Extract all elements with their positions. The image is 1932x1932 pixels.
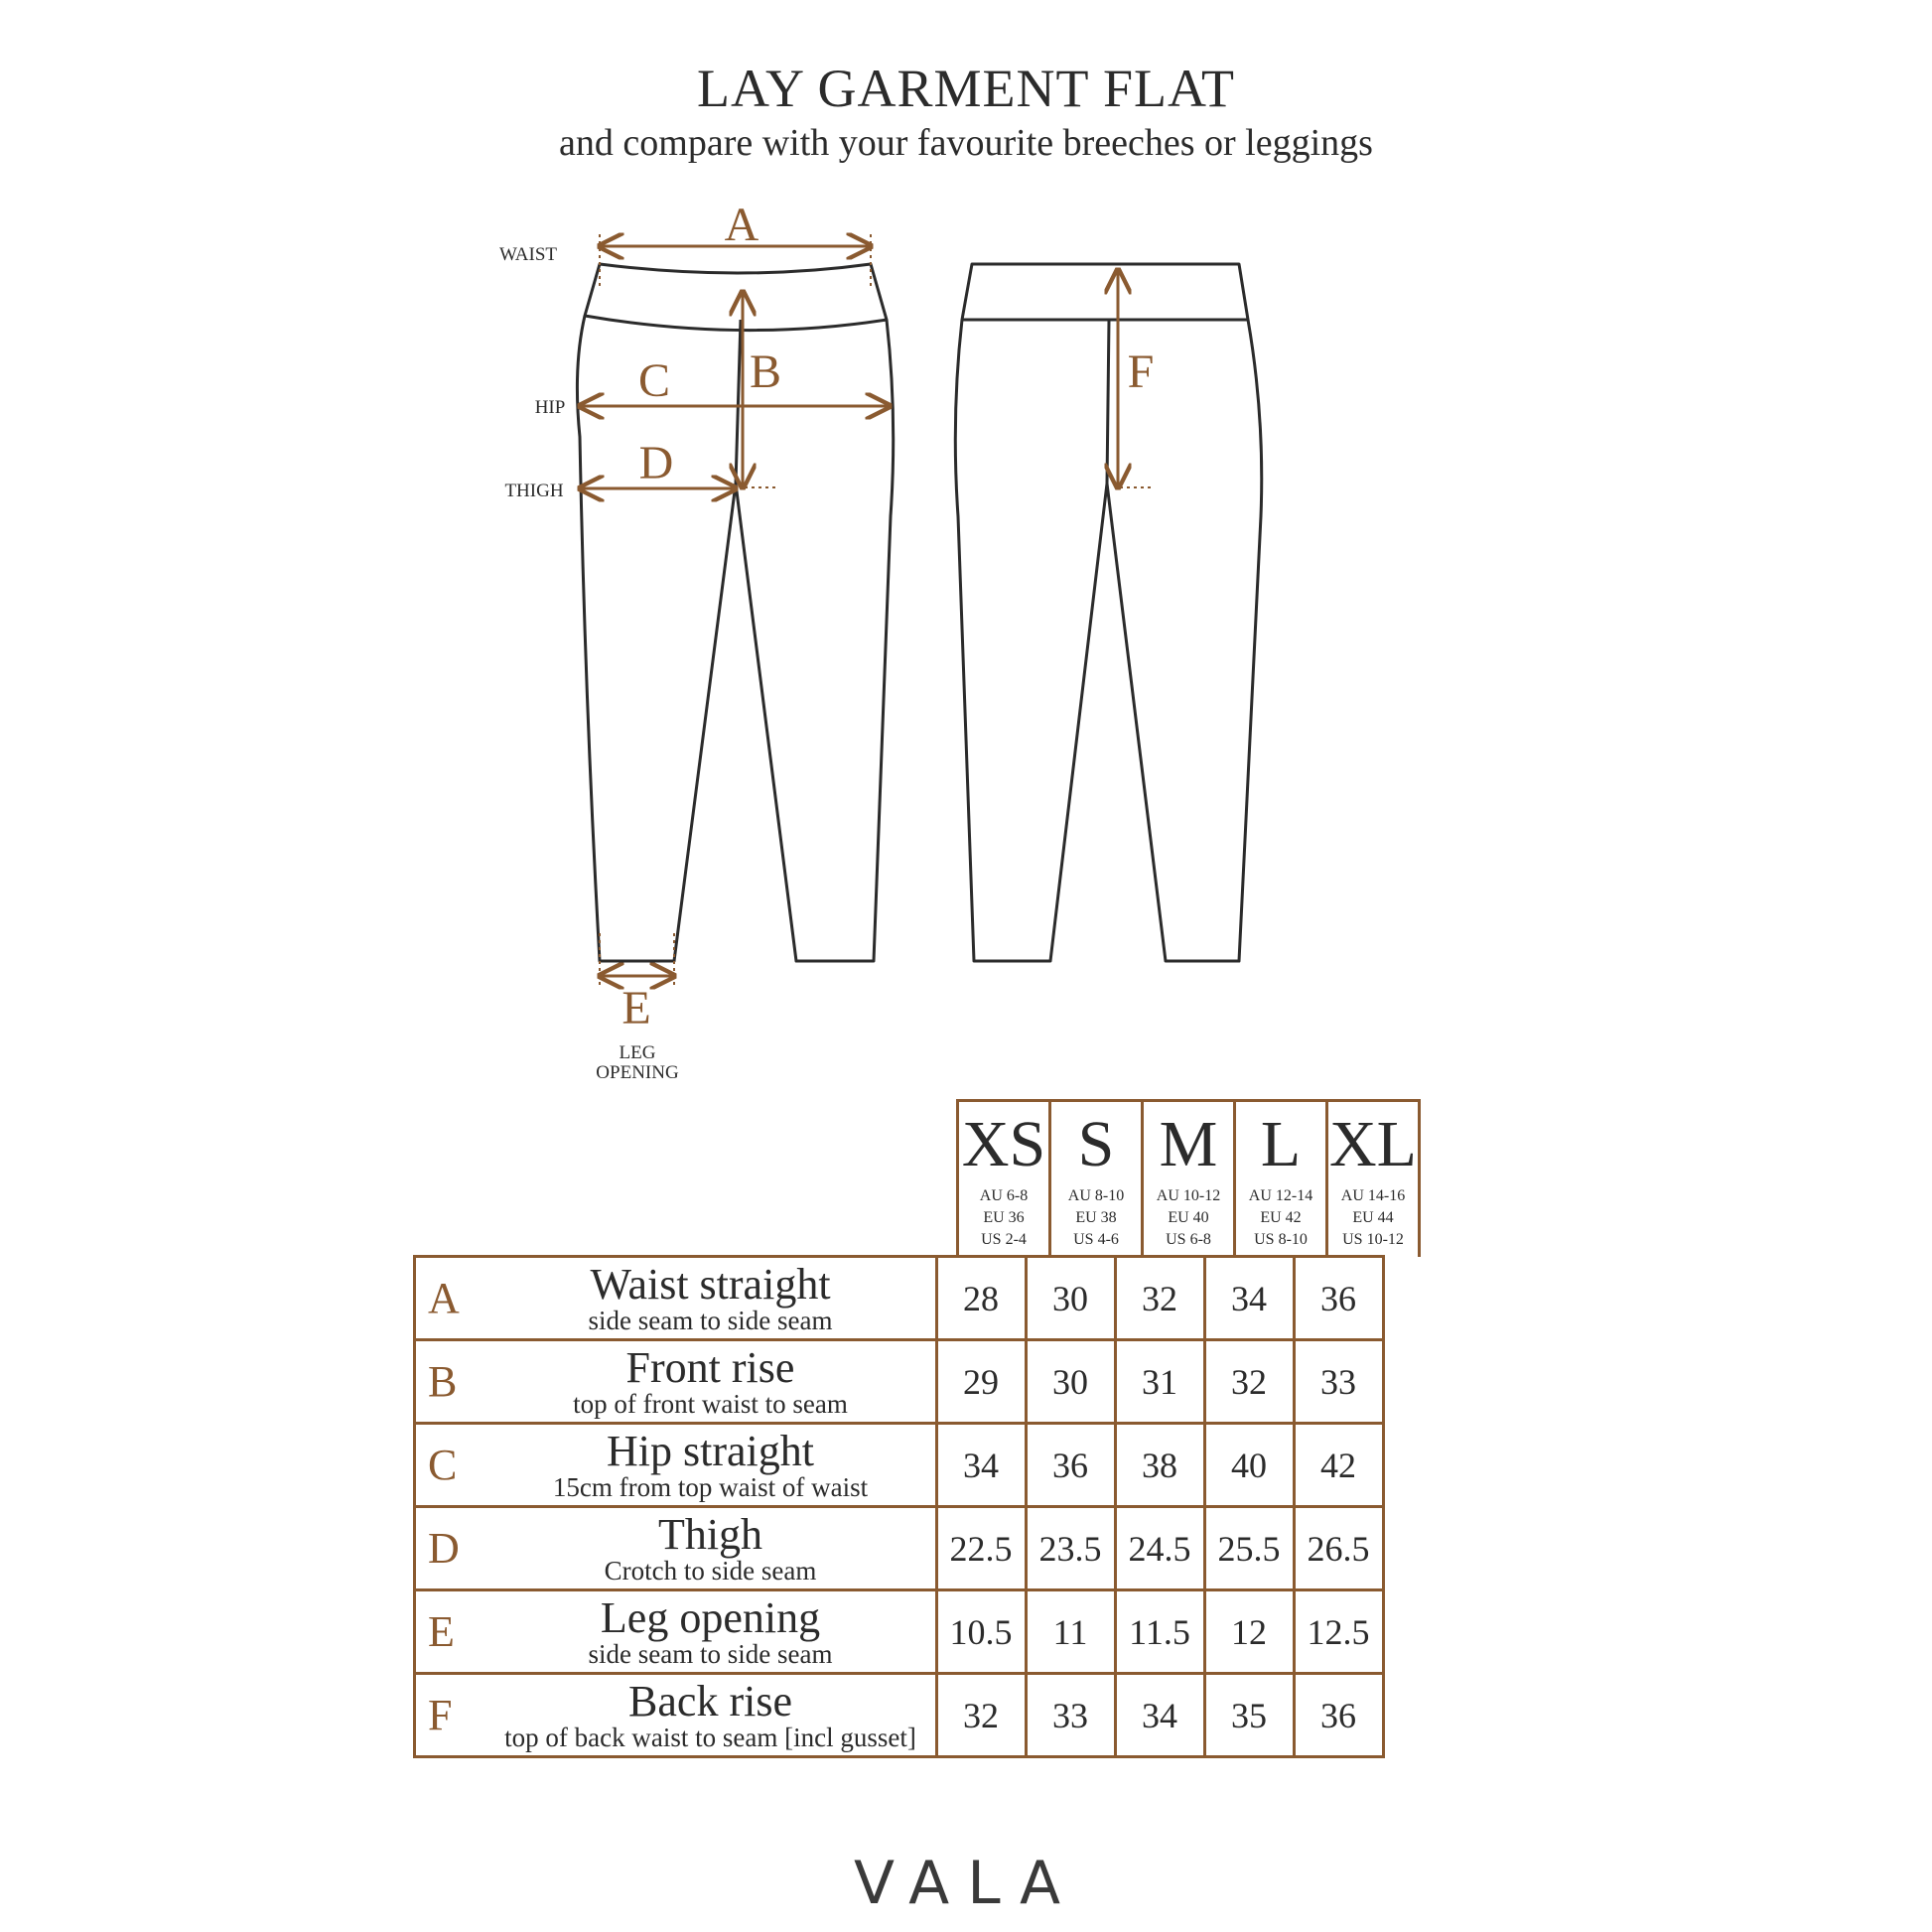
label-leg-opening-2: OPENING (596, 1062, 679, 1083)
value-cell: 34 (1204, 1257, 1294, 1340)
measurement-table (413, 1255, 1385, 1758)
measure-name: Leg opening (600, 1592, 821, 1642)
value-cell: 12.5 (1294, 1590, 1383, 1674)
measure-name: Back rise (628, 1676, 792, 1725)
measure-name: Waist straight (590, 1259, 831, 1309)
value-cell: 30 (1026, 1340, 1115, 1424)
size-label: XL (1329, 1108, 1417, 1180)
size-col-s (1051, 1102, 1144, 1257)
measure-name: Front rise (625, 1342, 795, 1392)
value-cell: 29 (936, 1340, 1026, 1424)
value-cell: 34 (1115, 1674, 1204, 1757)
row-letter: D (415, 1507, 486, 1590)
value-cell: 26.5 (1294, 1507, 1383, 1590)
page-title: LAY GARMENT FLAT (696, 59, 1236, 118)
value-cell: 38 (1115, 1424, 1204, 1507)
brand-logo: VALA (853, 1849, 1079, 1918)
size-au: AU 10-12 (1156, 1187, 1221, 1204)
measure-name: Hip straight (607, 1426, 814, 1475)
size-eu: EU 40 (1168, 1209, 1209, 1226)
value-cell: 30 (1026, 1257, 1115, 1340)
table-row (415, 1424, 1384, 1507)
value-cell: 42 (1294, 1424, 1383, 1507)
size-col-l (1236, 1102, 1328, 1257)
value-cell: 32 (936, 1674, 1026, 1757)
size-au: AU 14-16 (1340, 1187, 1406, 1204)
row-description (486, 1590, 937, 1674)
page-subtitle: and compare with your favourite breeches or leggings (559, 122, 1373, 164)
table-row (415, 1674, 1384, 1757)
size-col-xs (959, 1102, 1051, 1257)
row-letter: C (415, 1424, 486, 1507)
measure-subtext: 15cm from top waist of waist (552, 1471, 869, 1502)
measure-subtext: side seam to side seam (588, 1305, 833, 1335)
size-au: AU 12-14 (1248, 1187, 1313, 1204)
back-legging-outline (955, 264, 1261, 961)
size-label: M (1159, 1108, 1218, 1180)
value-cell: 11 (1026, 1590, 1115, 1674)
row-description (486, 1340, 937, 1424)
value-cell: 36 (1294, 1257, 1383, 1340)
value-cell: 24.5 (1115, 1507, 1204, 1590)
size-eu: EU 44 (1352, 1209, 1394, 1226)
row-description (486, 1257, 937, 1340)
size-label: XS (961, 1108, 1046, 1180)
value-cell: 11.5 (1115, 1590, 1204, 1674)
size-label: S (1077, 1108, 1115, 1180)
value-cell: 33 (1026, 1674, 1115, 1757)
letter-b: B (749, 345, 782, 398)
measure-arrows-front (580, 234, 890, 988)
value-cell: 33 (1294, 1340, 1383, 1424)
size-col-xl (1328, 1102, 1421, 1257)
table-row (415, 1257, 1384, 1340)
row-description (486, 1424, 937, 1507)
value-cell: 32 (1204, 1340, 1294, 1424)
size-eu: EU 42 (1260, 1209, 1302, 1226)
value-cell: 36 (1294, 1674, 1383, 1757)
row-description (486, 1507, 937, 1590)
measure-subtext: side seam to side seam (588, 1638, 833, 1669)
table-row (415, 1590, 1384, 1674)
letter-c: C (637, 354, 671, 407)
value-cell: 36 (1026, 1424, 1115, 1507)
measure-subtext: top of back waist to seam [incl gusset] (504, 1722, 916, 1752)
value-cell: 23.5 (1026, 1507, 1115, 1590)
size-us: US 8-10 (1254, 1231, 1308, 1248)
row-letter: B (415, 1340, 486, 1424)
measure-subtext: top of front waist to seam (573, 1388, 848, 1419)
size-col-m (1144, 1102, 1236, 1257)
label-leg-opening-1: LEG (619, 1042, 656, 1063)
value-cell: 35 (1204, 1674, 1294, 1757)
table-row (415, 1507, 1384, 1590)
size-us: US 6-8 (1166, 1231, 1211, 1248)
size-us: US 4-6 (1073, 1231, 1119, 1248)
value-cell: 31 (1115, 1340, 1204, 1424)
size-label: L (1260, 1108, 1302, 1180)
measure-name: Thigh (657, 1509, 763, 1559)
value-cell: 34 (936, 1424, 1026, 1507)
label-hip: HIP (534, 397, 566, 418)
label-thigh: THIGH (504, 481, 564, 501)
front-legging-outline (577, 264, 893, 961)
letter-e: E (621, 982, 651, 1035)
value-cell: 40 (1204, 1424, 1294, 1507)
value-cell: 12 (1204, 1590, 1294, 1674)
letter-f: F (1127, 345, 1155, 398)
measure-subtext: Crotch to side seam (604, 1555, 817, 1586)
size-eu: EU 38 (1075, 1209, 1117, 1226)
size-header (956, 1099, 1421, 1257)
value-cell: 32 (1115, 1257, 1204, 1340)
row-description (486, 1674, 937, 1757)
size-au: AU 6-8 (979, 1187, 1029, 1204)
value-cell: 28 (936, 1257, 1026, 1340)
value-cell: 25.5 (1204, 1507, 1294, 1590)
row-letter: F (415, 1674, 486, 1757)
value-cell: 22.5 (936, 1507, 1026, 1590)
size-us: US 10-12 (1342, 1231, 1404, 1248)
size-au: AU 8-10 (1067, 1187, 1125, 1204)
size-us: US 2-4 (981, 1231, 1027, 1248)
value-cell: 10.5 (936, 1590, 1026, 1674)
row-letter: A (415, 1257, 486, 1340)
letter-d: D (638, 437, 674, 489)
table-row (415, 1340, 1384, 1424)
letter-a: A (724, 199, 759, 251)
row-letter: E (415, 1590, 486, 1674)
label-waist: WAIST (498, 244, 558, 265)
size-eu: EU 36 (983, 1209, 1025, 1226)
